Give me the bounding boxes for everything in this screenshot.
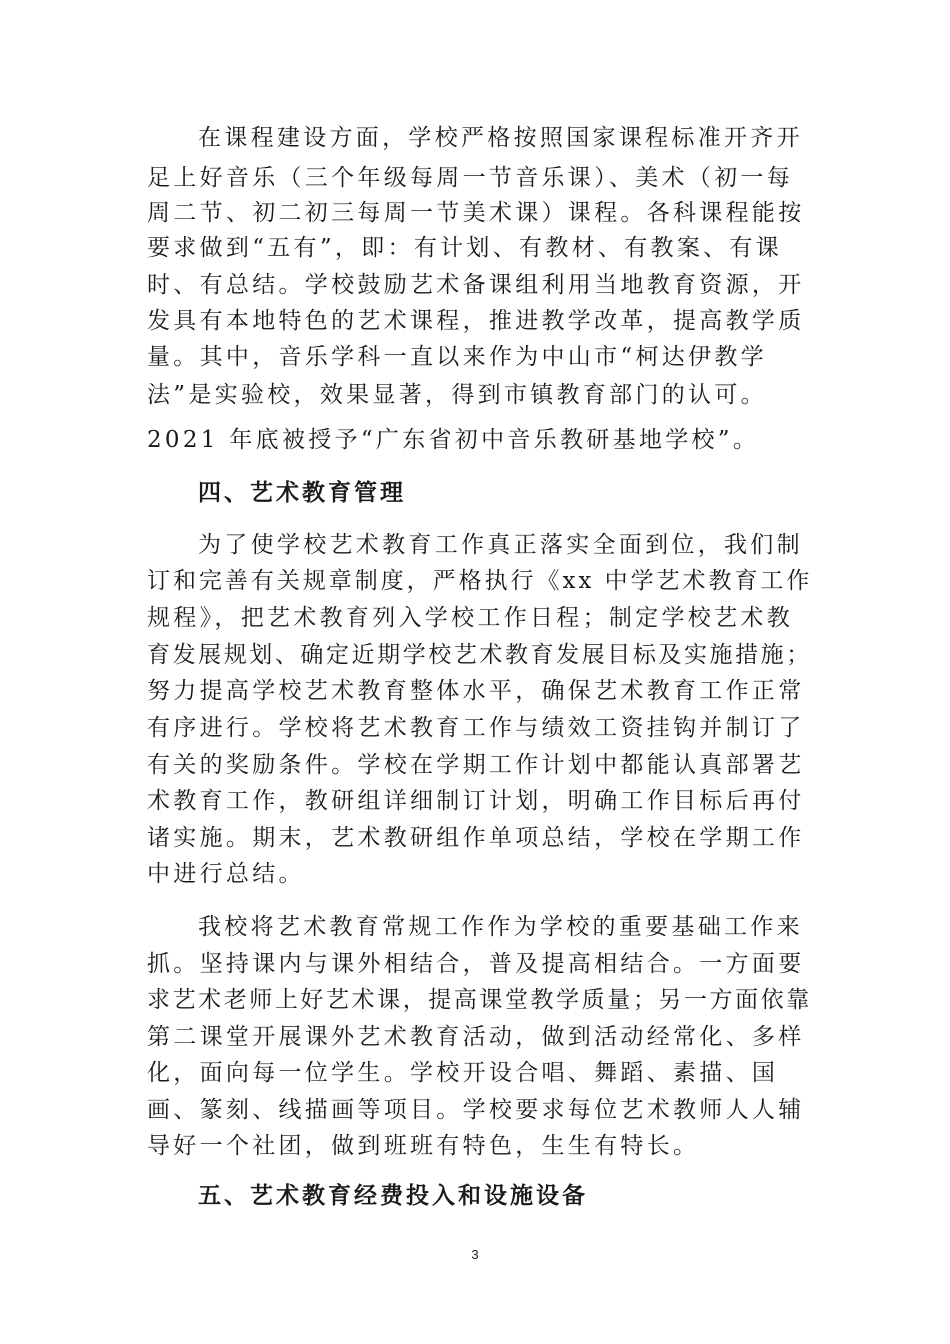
paragraph-2-line-6: 有序进行。学校将艺术教育工作与绩效工资挂钩并制订了	[147, 715, 805, 741]
paragraph-2-line-1: 为了使学校艺术教育工作真正落实全面到位，我们制	[198, 532, 803, 558]
section-heading-4: 四、艺术教育管理	[198, 479, 406, 506]
paragraph-2-line-5: 努力提高学校艺术教育整体水平，确保艺术教育工作正常	[147, 678, 805, 704]
paragraph-1-line-4: 要求做到“五有”，即：有计划、有教材、有教案、有课	[147, 235, 783, 261]
paragraph-3-line-5: 化，面向每一位学生。学校开设合唱、舞蹈、素描、国	[147, 1060, 779, 1086]
paragraph-1-line-7: 量。其中，音乐学科一直以来作为中山市“柯达伊教学	[147, 344, 767, 370]
paragraph-1-line-3: 周二节、初二初三每周一节美术课）课程。各科课程能按	[147, 200, 805, 226]
paragraph-3-line-6: 画、篆刻、线描画等项目。学校要求每位艺术教师人人辅	[147, 1097, 805, 1123]
paragraph-1-line-2: 足上好音乐（三个年级每周一节音乐课）、美术（初一每	[147, 165, 793, 191]
paragraph-1-line-5: 时、有总结。学校鼓励艺术备课组利用当地教育资源，开	[147, 272, 805, 298]
paragraph-1-line-6: 发具有本地特色的艺术课程，推进教学改革，提高教学质	[147, 308, 805, 334]
paragraph-2-line-2: 订和完善有关规章制度，严格执行《xx 中学艺术教育工作	[147, 568, 813, 594]
paragraph-3-line-1: 我校将艺术教育常规工作作为学校的重要基础工作来	[198, 914, 803, 940]
paragraph-2-line-7: 有关的奖励条件。学校在学期工作计划中都能认真部署艺	[147, 752, 805, 778]
paragraph-1-line-9: 2021 年底被授予“广东省初中音乐教研基地学校”。	[147, 427, 760, 453]
paragraph-3-line-7: 导好一个社团，做到班班有特色，生生有特长。	[147, 1133, 700, 1159]
section-heading-5: 五、艺术教育经费投入和设施设备	[198, 1182, 588, 1209]
paragraph-2-line-10: 中进行总结。	[147, 861, 305, 887]
paragraph-2-line-4: 育发展规划、确定近期学校艺术教育发展目标及实施措施；	[147, 642, 812, 668]
paragraph-1-line-8: 法”是实验校，效果显著，得到市镇教育部门的认可。	[147, 382, 767, 408]
paragraph-3-line-4: 第二课堂开展课外艺术教育活动，做到活动经常化、多样	[147, 1024, 805, 1050]
paragraph-2-line-9: 诸实施。期末，艺术教研组作单项总结，学校在学期工作	[147, 825, 805, 851]
paragraph-3-line-2: 抓。坚持课内与课外相结合，普及提高相结合。一方面要	[147, 951, 805, 977]
page-number: 3	[471, 1247, 479, 1262]
paragraph-2-line-8: 术教育工作，教研组详细制订计划，明确工作目标后再付	[147, 788, 805, 814]
paragraph-3-line-3: 求艺术老师上好艺术课，提高课堂教学质量；另一方面依靠	[147, 987, 812, 1013]
paragraph-1-line-1: 在课程建设方面，学校严格按照国家课程标准开齐开	[198, 125, 803, 151]
paragraph-2-line-3: 规程》，把艺术教育列入学校工作日程；制定学校艺术教	[147, 605, 793, 631]
